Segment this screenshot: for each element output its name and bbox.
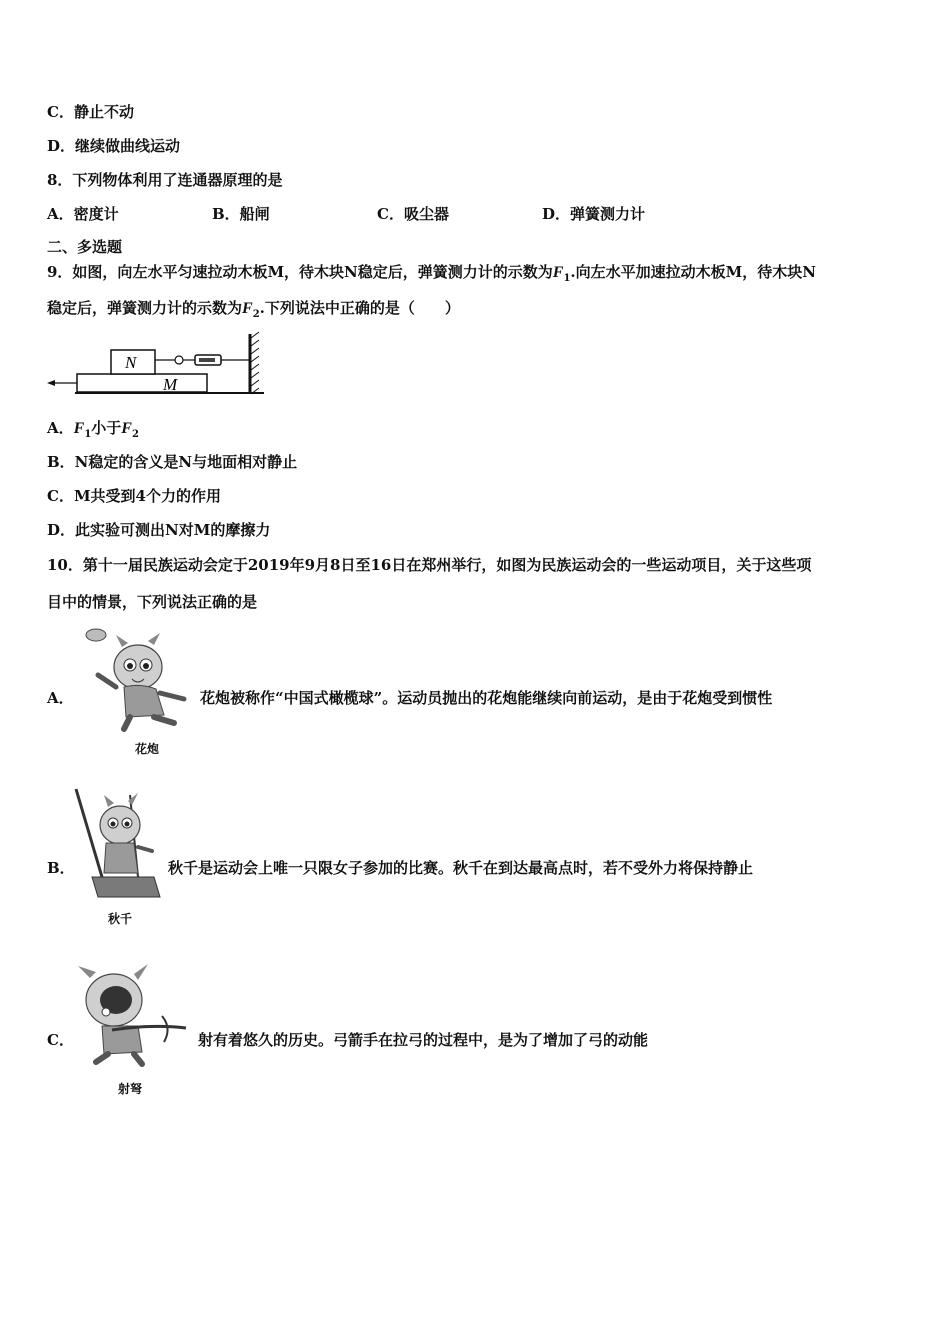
q9-option-b: B．N稳定的含义是N与地面相对静止 [47,453,298,471]
q9-stem-line1: 9．如图，向左水平匀速拉动木板M，待木块N稳定后，弹簧测力计的示数为$F_1$.向左水平加速拉动木板M，待木块N [47,263,816,284]
q10-option-a-text: 花炮被称作“中国式橄榄球”。运动员抛出的花炮能继续向前运动，是由于花炮受到惯性 [200,689,773,707]
q9-f2-symbol: F [242,300,253,317]
q9-f2-sub: 2 [252,309,260,320]
q8-stem: 8．下列物体利用了连通器原理的是 [47,171,283,189]
q10-option-a-caption: 花炮 [135,742,160,756]
q8-options [47,204,645,224]
q8-option-d: D．弹簧测力计 [542,205,646,223]
q10-option-b-text: 秋千是运动会上唯一只限女子参加的比赛。秋千在到达最高点时，若不受外力将保持静止 [168,859,754,877]
swing-mascot-icon [68,785,168,910]
q9-f1-sub: 1 [563,273,571,284]
q8-option-c: C．吸尘器 [377,205,449,223]
q9-option-c: C．M共受到4个力的作用 [47,487,221,505]
q9-figure [45,330,270,400]
q10-option-c-caption: 射弩 [118,1082,143,1096]
board-m [77,374,207,392]
q10-option-b-caption: 秋千 [108,912,133,926]
q8-option-b: B．船闸 [212,205,270,223]
q9-opt-a-sub2: 2 [131,429,139,440]
q9-opt-a-f2: F [121,420,132,437]
q10-option-c-text: 射有着悠久的历史。弓箭手在拉弓的过程中，是为了增加了弓的动能 [198,1031,649,1049]
q10-stem-line1: 10．第十一届民族运动会定于2019年9月8日至16日在郑州举行，如图为民族运动会的一些运动项目，关于这些项 [47,556,812,574]
huapao-mascot-icon [80,625,200,735]
q9-opt-a-sub1: 1 [84,429,92,440]
q9-option-a-letter: A． [47,419,74,437]
q10-stem-line2: 目中的情景，下列说法正确的是 [47,593,258,611]
q7-option-d: D．继续做曲线运动 [47,137,181,155]
board-m-label: M [163,375,178,394]
q9-option-d: D．此实验可测出N对M的摩擦力 [47,521,271,539]
q9-stem-1a: 9．如图，向左水平匀速拉动木板M，待木块N稳定后，弹簧测力计的示数为 [47,263,553,281]
q8-option-a: A．密度计 [47,205,119,223]
q9-stem-1b: 向左水平加速拉动木板M，待木块N [575,263,816,281]
q9-opt-a-f1: F [73,420,85,437]
q9-option-a [47,418,139,445]
q10-option-a-letter: A． [47,689,74,707]
q7-option-c: C．静止不动 [47,103,134,121]
wall-hatching [251,332,259,394]
spring-scale [155,355,250,365]
section-title: 二、多选题 [47,238,123,256]
archery-mascot-icon [72,960,192,1075]
pull-arrow-icon [47,380,55,386]
q9-stem-line2: 稳定后，弹簧测力计的示数为$F_2$.下列说法中正确的是（ ） [47,299,460,320]
q9-stem-2b: 下列说法中正确的是（ ） [264,299,460,317]
q10-option-b-letter: B． [47,859,75,877]
q9-f1-symbol: F [552,264,564,281]
q9-stem-2a: 稳定后，弹簧测力计的示数为 [47,299,243,317]
q9-option-a-text: 小于 [91,419,122,437]
q10-option-c-letter: C． [47,1031,74,1049]
block-n-label: N [125,353,137,372]
